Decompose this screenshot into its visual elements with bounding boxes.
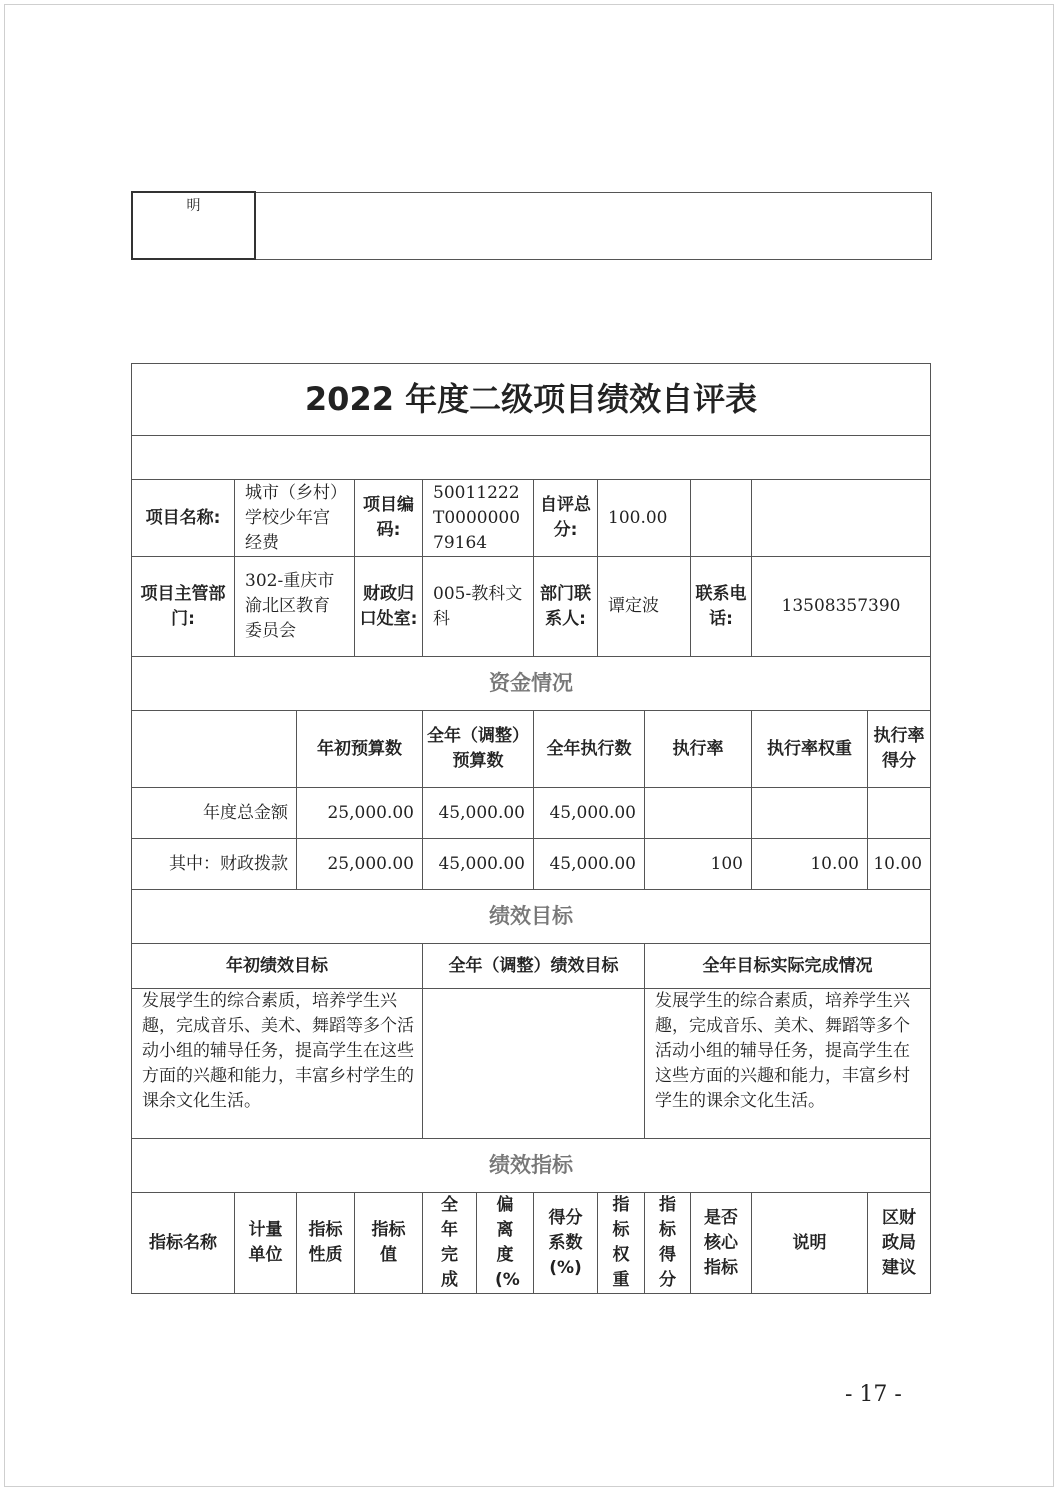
- finance-office: 005-教科文科: [423, 557, 534, 657]
- funds-rate: [645, 788, 752, 839]
- funds-header-executed: 全年执行数: [534, 711, 645, 788]
- self-evaluation-table: [131, 363, 931, 1294]
- goals-section-title: 绩效目标: [132, 890, 931, 944]
- funds-score: 10.00: [868, 839, 931, 890]
- project-code-label: 项目编码:: [355, 480, 423, 557]
- form-title: 2022 年度二级项目绩效自评表: [132, 364, 931, 436]
- goal-actual-text: 发展学生的综合素质，培养学生兴趣，完成音乐、美术、舞蹈等多个活动小组的辅导任务，提高学生在这些方面的兴趣和能力，丰富乡村学生的课余文化生活。: [645, 989, 931, 1139]
- phone-label: 联系电话:: [691, 557, 752, 657]
- table-row: [132, 788, 931, 839]
- ind-header-nature: 指标性质: [297, 1193, 355, 1294]
- funds-row-label: 其中：财政拨款: [132, 839, 297, 890]
- ind-header-completed: 全年完成: [423, 1193, 477, 1294]
- score-label: 自评总分:: [534, 480, 598, 557]
- funds-header-score: 执行率得分: [868, 711, 931, 788]
- ind-header-score: 指标得分: [645, 1193, 691, 1294]
- funds-header-adjusted: 全年（调整）预算数: [423, 711, 534, 788]
- ind-header-core: 是否核心指标: [691, 1193, 752, 1294]
- contact-label: 部门联系人:: [534, 557, 598, 657]
- continuation-table: [131, 191, 932, 260]
- project-name-label: 项目名称:: [132, 480, 235, 557]
- blank-row: [132, 436, 931, 480]
- funds-header-blank: [132, 711, 297, 788]
- ind-header-coefficient: 得分系数(%): [534, 1193, 598, 1294]
- phone: 13508357390: [752, 557, 931, 657]
- funds-executed: 45,000.00: [534, 788, 645, 839]
- continuation-label: 明: [132, 192, 255, 259]
- funds-adjusted: 45,000.00: [423, 788, 534, 839]
- funds-initial: 25,000.00: [297, 839, 423, 890]
- funds-weight: [752, 788, 868, 839]
- ind-header-name: 指标名称: [132, 1193, 235, 1294]
- funds-executed: 45,000.00: [534, 839, 645, 890]
- project-name: 城市（乡村）学校少年宫经费: [235, 480, 355, 557]
- goal-initial-text: 发展学生的综合素质，培养学生兴趣，完成音乐、美术、舞蹈等多个活动小组的辅导任务，提高学生在这些方面的兴趣和能力，丰富乡村学生的课余文化生活。: [132, 989, 423, 1139]
- ind-header-suggestion: 区财政局建议: [868, 1193, 931, 1294]
- funds-initial: 25,000.00: [297, 788, 423, 839]
- page-number: - 17 -: [845, 1382, 902, 1407]
- goal-adjusted-text: [423, 989, 645, 1139]
- funds-adjusted: 45,000.00: [423, 839, 534, 890]
- funds-row-label: 年度总金额: [132, 788, 297, 839]
- goals-header-initial: 年初绩效目标: [132, 944, 423, 989]
- table-row: [132, 839, 931, 890]
- empty-cell: [691, 480, 752, 557]
- ind-header-value: 指标值: [355, 1193, 423, 1294]
- ind-header-unit: 计量单位: [235, 1193, 297, 1294]
- empty-cell: [752, 480, 931, 557]
- indicators-section-title: 绩效指标: [132, 1139, 931, 1193]
- continuation-value: [255, 192, 931, 259]
- project-code: 50011222T000000079164: [423, 480, 534, 557]
- goals-header-actual: 全年目标实际完成情况: [645, 944, 931, 989]
- funds-rate: 100: [645, 839, 752, 890]
- finance-label: 财政归口处室:: [355, 557, 423, 657]
- ind-header-note: 说明: [752, 1193, 868, 1294]
- self-score: 100.00: [598, 480, 691, 557]
- funds-header-weight: 执行率权重: [752, 711, 868, 788]
- goals-header-adjusted: 全年（调整）绩效目标: [423, 944, 645, 989]
- funds-section-title: 资金情况: [132, 657, 931, 711]
- funds-score: [868, 788, 931, 839]
- funds-header-initial: 年初预算数: [297, 711, 423, 788]
- dept: 302-重庆市渝北区教育委员会: [235, 557, 355, 657]
- ind-header-deviation: 偏离度(%: [477, 1193, 534, 1294]
- dept-label: 项目主管部门:: [132, 557, 235, 657]
- funds-weight: 10.00: [752, 839, 868, 890]
- funds-header-rate: 执行率: [645, 711, 752, 788]
- ind-header-weight: 指标权重: [598, 1193, 645, 1294]
- contact: 谭定波: [598, 557, 691, 657]
